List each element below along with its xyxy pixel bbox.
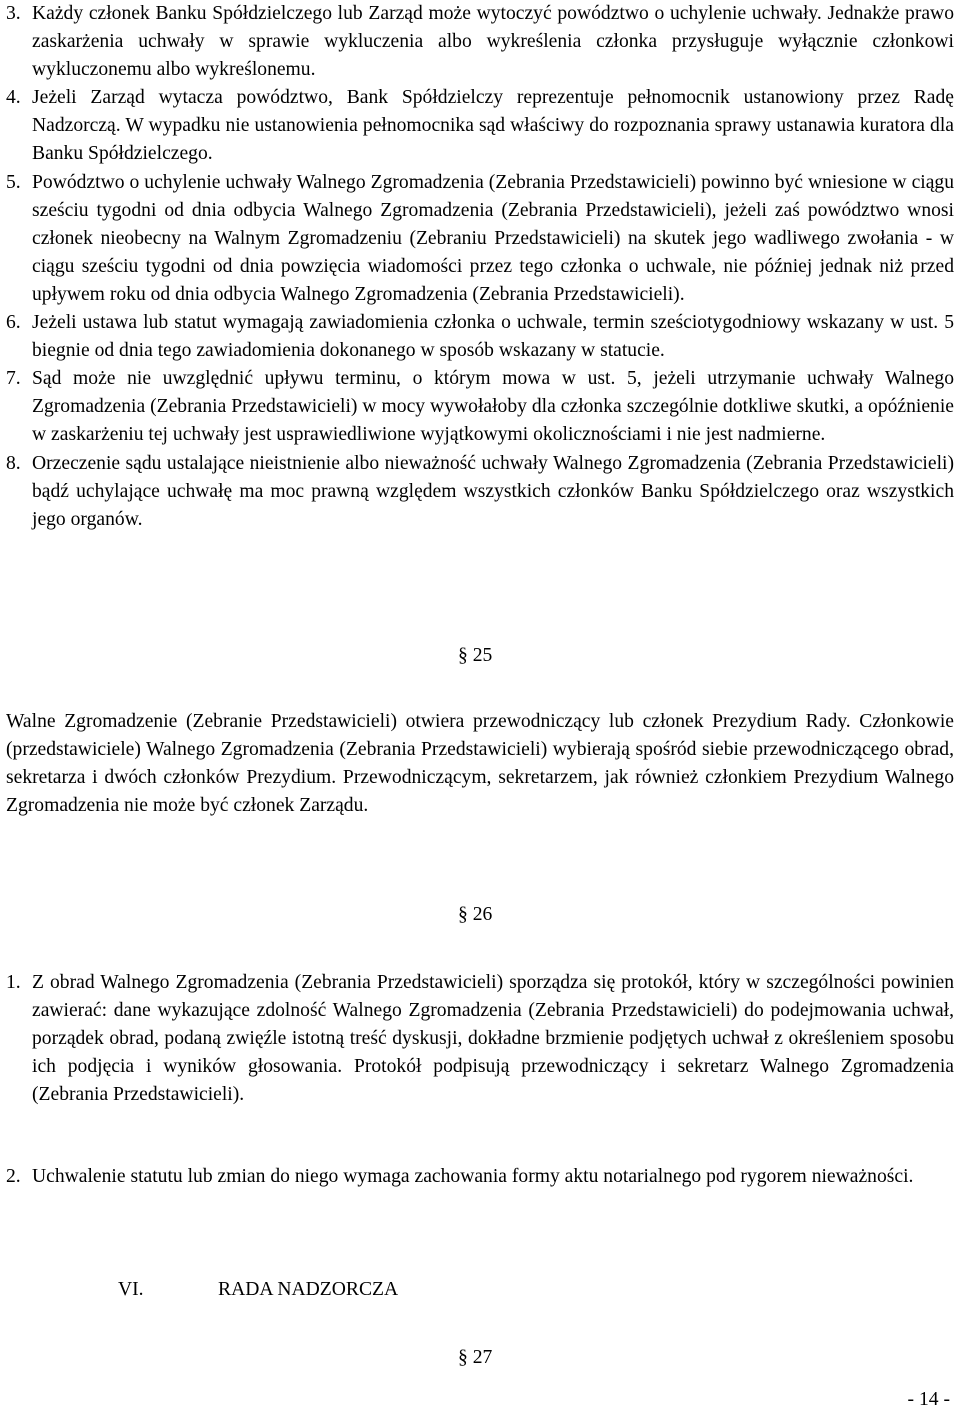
item-number: 7. (6, 368, 21, 390)
list-item (6, 84, 954, 168)
page-number: - 14 - (907, 1389, 950, 1410)
item-number: 3. (6, 3, 21, 24)
item-text: Orzeczenie sądu ustalające nieistnienie albo nieważność uchwały Walnego Zgromadzenia (Zebrania Przedstawicieli) bądź uchylające uchwałę ma moc prawną względem wszystkich członków Banku Spółdzielczego oraz wszystkich jego organów. (32, 452, 954, 530)
chapter-heading (118, 1276, 398, 1304)
list-item (6, 1163, 954, 1191)
section-mark-26: § 26 (458, 904, 493, 925)
list-item (6, 309, 954, 365)
paragraph-26-item-2 (6, 1163, 954, 1191)
item-text: Sąd może nie uwzględnić upływu terminu, o którym mowa w ust. 5, jeżeli utrzymanie uchwały Walnego Zgromadzenia (Zebrania Przedstawicieli) w mocy wywołałoby dla członka szczególnie dotkliwe skutki, a opóźnienie w zaskarżeniu tej uchwały jest usprawiedliwione wyjątkowymi okolicznościami i nie jest nadmierne. (32, 368, 954, 446)
section-mark-25: § 25 (458, 645, 493, 666)
chapter-title: RADA NADZORCZA (218, 1279, 399, 1300)
list-item (6, 450, 954, 534)
paragraph-25-text: Walne Zgromadzenie (Zebranie Przedstawicieli) otwiera przewodniczący lub członek Prezydium Rady. Członkowie (przedstawiciele) Walnego Zgromadzenia (Zebrania Przedstawicieli) wybierają spośród siebie przewodniczącego obrad, sekretarza i dwóch członków Prezydium. Przewodniczącym, sekretarzem, jak również członkiem Prezydium Walnego Zgromadzenia nie może być członek Zarządu. (6, 711, 954, 817)
list-item (6, 0, 954, 84)
section-mark-27: § 27 (458, 1347, 493, 1368)
section-ust-3-8 (6, 0, 954, 534)
item-number: 1. (6, 972, 21, 993)
item-number: 2. (6, 1166, 21, 1187)
item-text: Jeżeli Zarząd wytacza powództwo, Bank Spółdzielczy reprezentuje pełnomocnik ustanowiony przez Radę Nadzorczą. W wypadku nie ustanowienia pełnomocnika sąd właściwy do rozpoznania sprawy ustanawia kuratora dla Banku Spółdzielczego. (32, 87, 954, 165)
item-text: Jeżeli ustawa lub statut wymagają zawiadomienia członka o uchwale, termin sześciotygodniowy wskazany w ust. 5 biegnie od dnia tego zawiadomienia dokonanego w sposób wskazany w statucie. (32, 312, 954, 362)
item-number: 4. (6, 87, 21, 109)
item-number: 5. (6, 171, 21, 193)
list-item (6, 365, 954, 449)
item-text: Uchwalenie statutu lub zmian do niego wymaga zachowania formy aktu notarialnego pod rygorem nieważności. (32, 1166, 914, 1187)
paragraph-26-item-1 (6, 969, 954, 1109)
item-text: Z obrad Walnego Zgromadzenia (Zebrania Przedstawicieli) sporządza się protokół, który w szczególności powinien zawierać: dane wykazujące zdolność Walnego Zgromadzenia (Zebrania Przedstawicieli) do podejmowania uchwał, porządek obrad, podaną zwięźle istotną treść dyskusji, dokładne brzmienie podjętych uchwał z określeniem sposobu ich podjęcia i wyników głosowania. Protokół podpisują przewodniczący i sekretarz Walnego Zgromadzenia (Zebrania Przedstawicieli). (32, 972, 954, 1106)
list-item (6, 169, 954, 309)
item-number: 8. (6, 452, 21, 474)
list-item (6, 969, 954, 1109)
item-text: Powództwo o uchylenie uchwały Walnego Zgromadzenia (Zebrania Przedstawicieli) powinno być wniesione w ciągu sześciu tygodni od dnia odbycia Walnego Zgromadzenia (Zebrania Przedstawicieli), jeżeli zaś powództwo wnosi członek nieobecny na Walnym Zgromadzeniu (Zebraniu Przedstawicieli) na skutek jego wadliwego zwołania - w ciągu sześciu tygodni od dnia powzięcia wiadomości przez tego członka o uchwale, nie później jednak niż przed upływem roku od dnia odbycia Walnego Zgromadzenia (Zebrania Przedstawicieli). (32, 171, 954, 305)
item-text: Każdy członek Banku Spółdzielczego lub Zarząd może wytoczyć powództwo o uchylenie uchwały. Jednakże prawo zaskarżenia uchwały w sprawie wykluczenia albo wykreślenia członka przysługuje wyłącznie członkowi wykluczonemu albo wykreślonemu. (32, 3, 954, 81)
chapter-number: VI. (118, 1279, 144, 1300)
item-number: 6. (6, 312, 21, 334)
